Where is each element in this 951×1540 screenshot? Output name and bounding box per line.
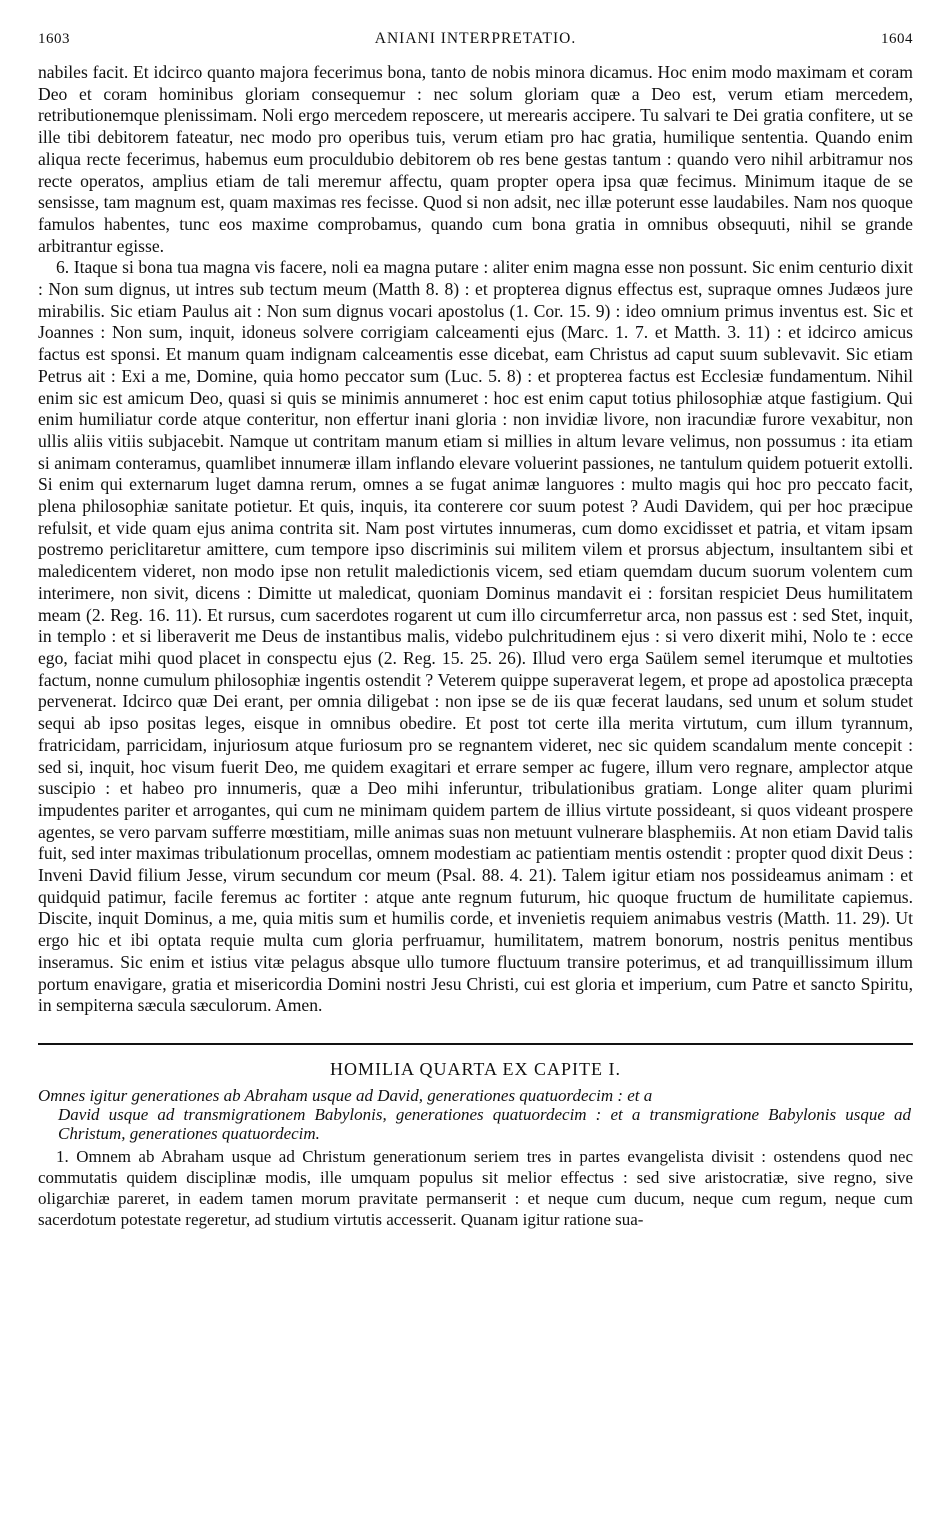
homily-paragraph-1: 1. Omnem ab Abraham usque ad Christum generationum seriem tres in partes evangelista divisit : ostendens quod nec commutatis quidem disciplinæ modis, ille umquam populus sit melior effectus : sed sive aristocratiæ, sive regno, sive oligarchiæ pareret, in eadem tamen morum pravitate permanserit : et neque cum ducum, neque cum regum, neque cum sacerdotum potestate regeretur, ad studium virtutis accesserit. Quanam igitur ratione sua- bbox=[38, 1146, 913, 1229]
main-text bbox=[38, 62, 913, 1017]
right-page-number: 1604 bbox=[881, 31, 913, 47]
homily-heading: HOMILIA QUARTA EX CAPITE I. bbox=[330, 1058, 621, 1079]
left-page-number: 1603 bbox=[38, 31, 70, 47]
paragraph-2: 6. Itaque si bona tua magna vis facere, noli ea magna putare : aliter enim magna esse non possunt. Sic enim centurio dixit : Non sum dignus, ut intres sub tectum meum (Matth 8. 8) : et propterea dignus effectus est, supraque omnes Judæos jure mirabilis. Sic etiam Paulus ait : Non sum dignus vocari apostolus (1. Cor. 15. 9) : ideo omnium primus inventus est. Sic et Joannes : Non sum, inquit, idoneus solvere corrigiam calceamenti ejus (Marc. 1. 7. et Matth. 3. 11) : et idcirco amicus factus est sponsi. Et manum quam indignam calceamentis esse dicebat, eam Christus ad caput suum sublevavit. Sic etiam Petrus ait : Exi a me, Domine, quia homo peccator sum (Luc. 5. 8) : et propterea factus est Ecclesiæ fundamentum. Nihil enim sic est amicum Deo, quasi si quis se minimis annumeret : hoc est enim caput totius philosophiæ atque fastigium. Qui enim humiliatur corde atque conteritur, non effertur inani gloria : non invidiæ livore, non iracundiæ furore vexabitur, non ullis aliis vitiis subjacebit. Namque ut contritam manum etiam si millies in altum levare velimus, non possumus : ita etiam si animam conteramus, quamlibet innumeræ illam inflando elevare voluerint passiones, ne tantulum quidem potuerit extolli. Si enim qui externarum luget damna rerum, omnes a se fugat animæ languores : multo magis qui hoc pro peccato facit, plena philosophiæ sanitate potietur. Et quis, inquis, ita conterere cor suum potest ? Audi Davidem, qui per hoc præcipue refulsit, et vide quam ejus anima contrita sit. Nam post virtutes innumeras, cum domo excidisset et patria, et vitam ipsam postremo periclitaretur amittere, cum tempore ipso discriminis sui militem vilem et prorsus abjectum, insultantem sibi et maledicentem videret, non modo ipse non retulit maledictionis vicem, sed etiam quemdam ducum suorum volentem cum interimere, non sivit, dicens : Dimitte ut maledicat, quoniam Dominus mandavit ei : forsitan respiciet Deus humilitatem meam (2. Reg. 16. 11). Et rursus, cum sacerdotes rogarent ut cum illo circumferretur arca, non passus est : sed Stet, inquit, in templo : et si liberaverit me Deus de instantibus malis, videbo pulchritudinem ejus : si vero dixerit mihi, Nolo te : ecce ego, faciat mihi quod placet in conspectu ejus (2. Reg. 15. 25. 26). Illud vero erga Saülem semel iterumque et multoties factum, nonne cumulum philosophiæ ingentis ostendit ? Veterem quippe superaverat legem, et prope ad apostolica præcepta pervenerat. Idcirco quæ Dei erant, per omnia diligebat : non ipse se de iis quæ fecerat laudans, sed unum et solum studet sequi ab ipso positas leges, eisque in omnibus obedire. Et post tot certe illa merita virtutum, cum illum tyrannum, fratricidam, parricidam, injuriosum atque furiosum pro se regnantem videret, nec sic quidem scandalum mente concepit : sed si, inquit, hoc visum fuerit Deo, me quidem exagitari et errare semper ac fugere, illum vero regnare, amplector atque suscipio : et habeo pro innumeris, quæ a Deo mihi inferuntur, tribulationibus gratiam. Longe aliter quam plurimi impudentes pariter et arrogantes, qui cum ne minimam quidem partem de illius virtute possideant, si quos videant prospere agentes, se vero parvam sufferre mœstitiam, mille animas suas non metuunt vulnerare blasphemiis. At non etiam David talis fuit, sed inter maximas tribulationum procellas, omnem modestiam ac patientiam mentis ostendit : propter quod dixit Deus : Inveni David filium Jesse, virum secundum cor meum (Psal. 88. 4. 21). Talem igitur etiam nos possideamus animam : et quidquid patimur, facile feremus ac fortiter : atque ante regnum futurum, hic quoque fructum de humilitate capiemus. Discite, inquit Dominus, a me, quia mitis sum et humilis corde, et invenietis requiem animabus vestris (Matth. 11. 29). Ut ergo hic et ibi optata requie multa cum gloria perfruamur, humilitatem, matrem bonorum, nostris penitus mentibus inseramus. Sic enim et istius vitæ pelagus absque ullo tumore fluctuum transire poterimus, et ad tranquillissimum illum portum enavigare, gratia et misericordia Domini nostri Jesu Christi, cui est gloria et imperium, cum Patre et sancto Spiritu, in sempiterna sæcula sæculorum. Amen. bbox=[38, 257, 913, 1016]
section-divider bbox=[38, 1043, 913, 1045]
homily-section bbox=[38, 1059, 913, 1230]
scripture-lemma bbox=[38, 1086, 913, 1143]
running-head bbox=[38, 30, 913, 54]
lemma-first-line: Omnes igitur generationes ab Abraham usque ad David, generationes quatuordecim : et a bbox=[38, 1085, 653, 1105]
running-title: ANIANI INTERPRETATIO. bbox=[374, 30, 577, 47]
lemma-continuation: David usque ad transmigrationem Babylonis, generationes quatuordecim : et a transmigratione Babylonis usque ad Christum, generationes quatuordecim. bbox=[58, 1104, 911, 1143]
paragraph-1: nabiles facit. Et idcirco quanto majora fecerimus bona, tanto de nobis minora dicamus. Hoc enim modo maximam et coram Deo et coram hominibus gloriam consequemur : nec solum gloriam quæ a Deo est, verum etiam mercedem, retributionemque plenissimam. Noli ergo mercedem reposcere, ut merearis accipere. Tu salvari te Dei gratia confitere, ut se ille tibi debitorem fateatur, nec modo pro operibus tuis, verum etiam pro hac gratia, humilique sententia. Quando enim aliqua recte fecerimus, habemus eum proculdubio debitorem ob res bene gestas tantum : quando vero nihil arbitramur nos recte operatos, amplius etiam de tali meremur affectu, quam propter opera ipsa quæ fecimus. Minimum itaque de se sensisse, tam magnum est, quam maximas res fecisse. Quod si non adsit, nec illæ poterunt esse laudabiles. Nam nos quoque famulos habentes, tunc eos maxime comprobamus, quando cum bona gratia in omnibus obsequuti, nihil se grande arbitrantur egisse. bbox=[38, 62, 913, 256]
